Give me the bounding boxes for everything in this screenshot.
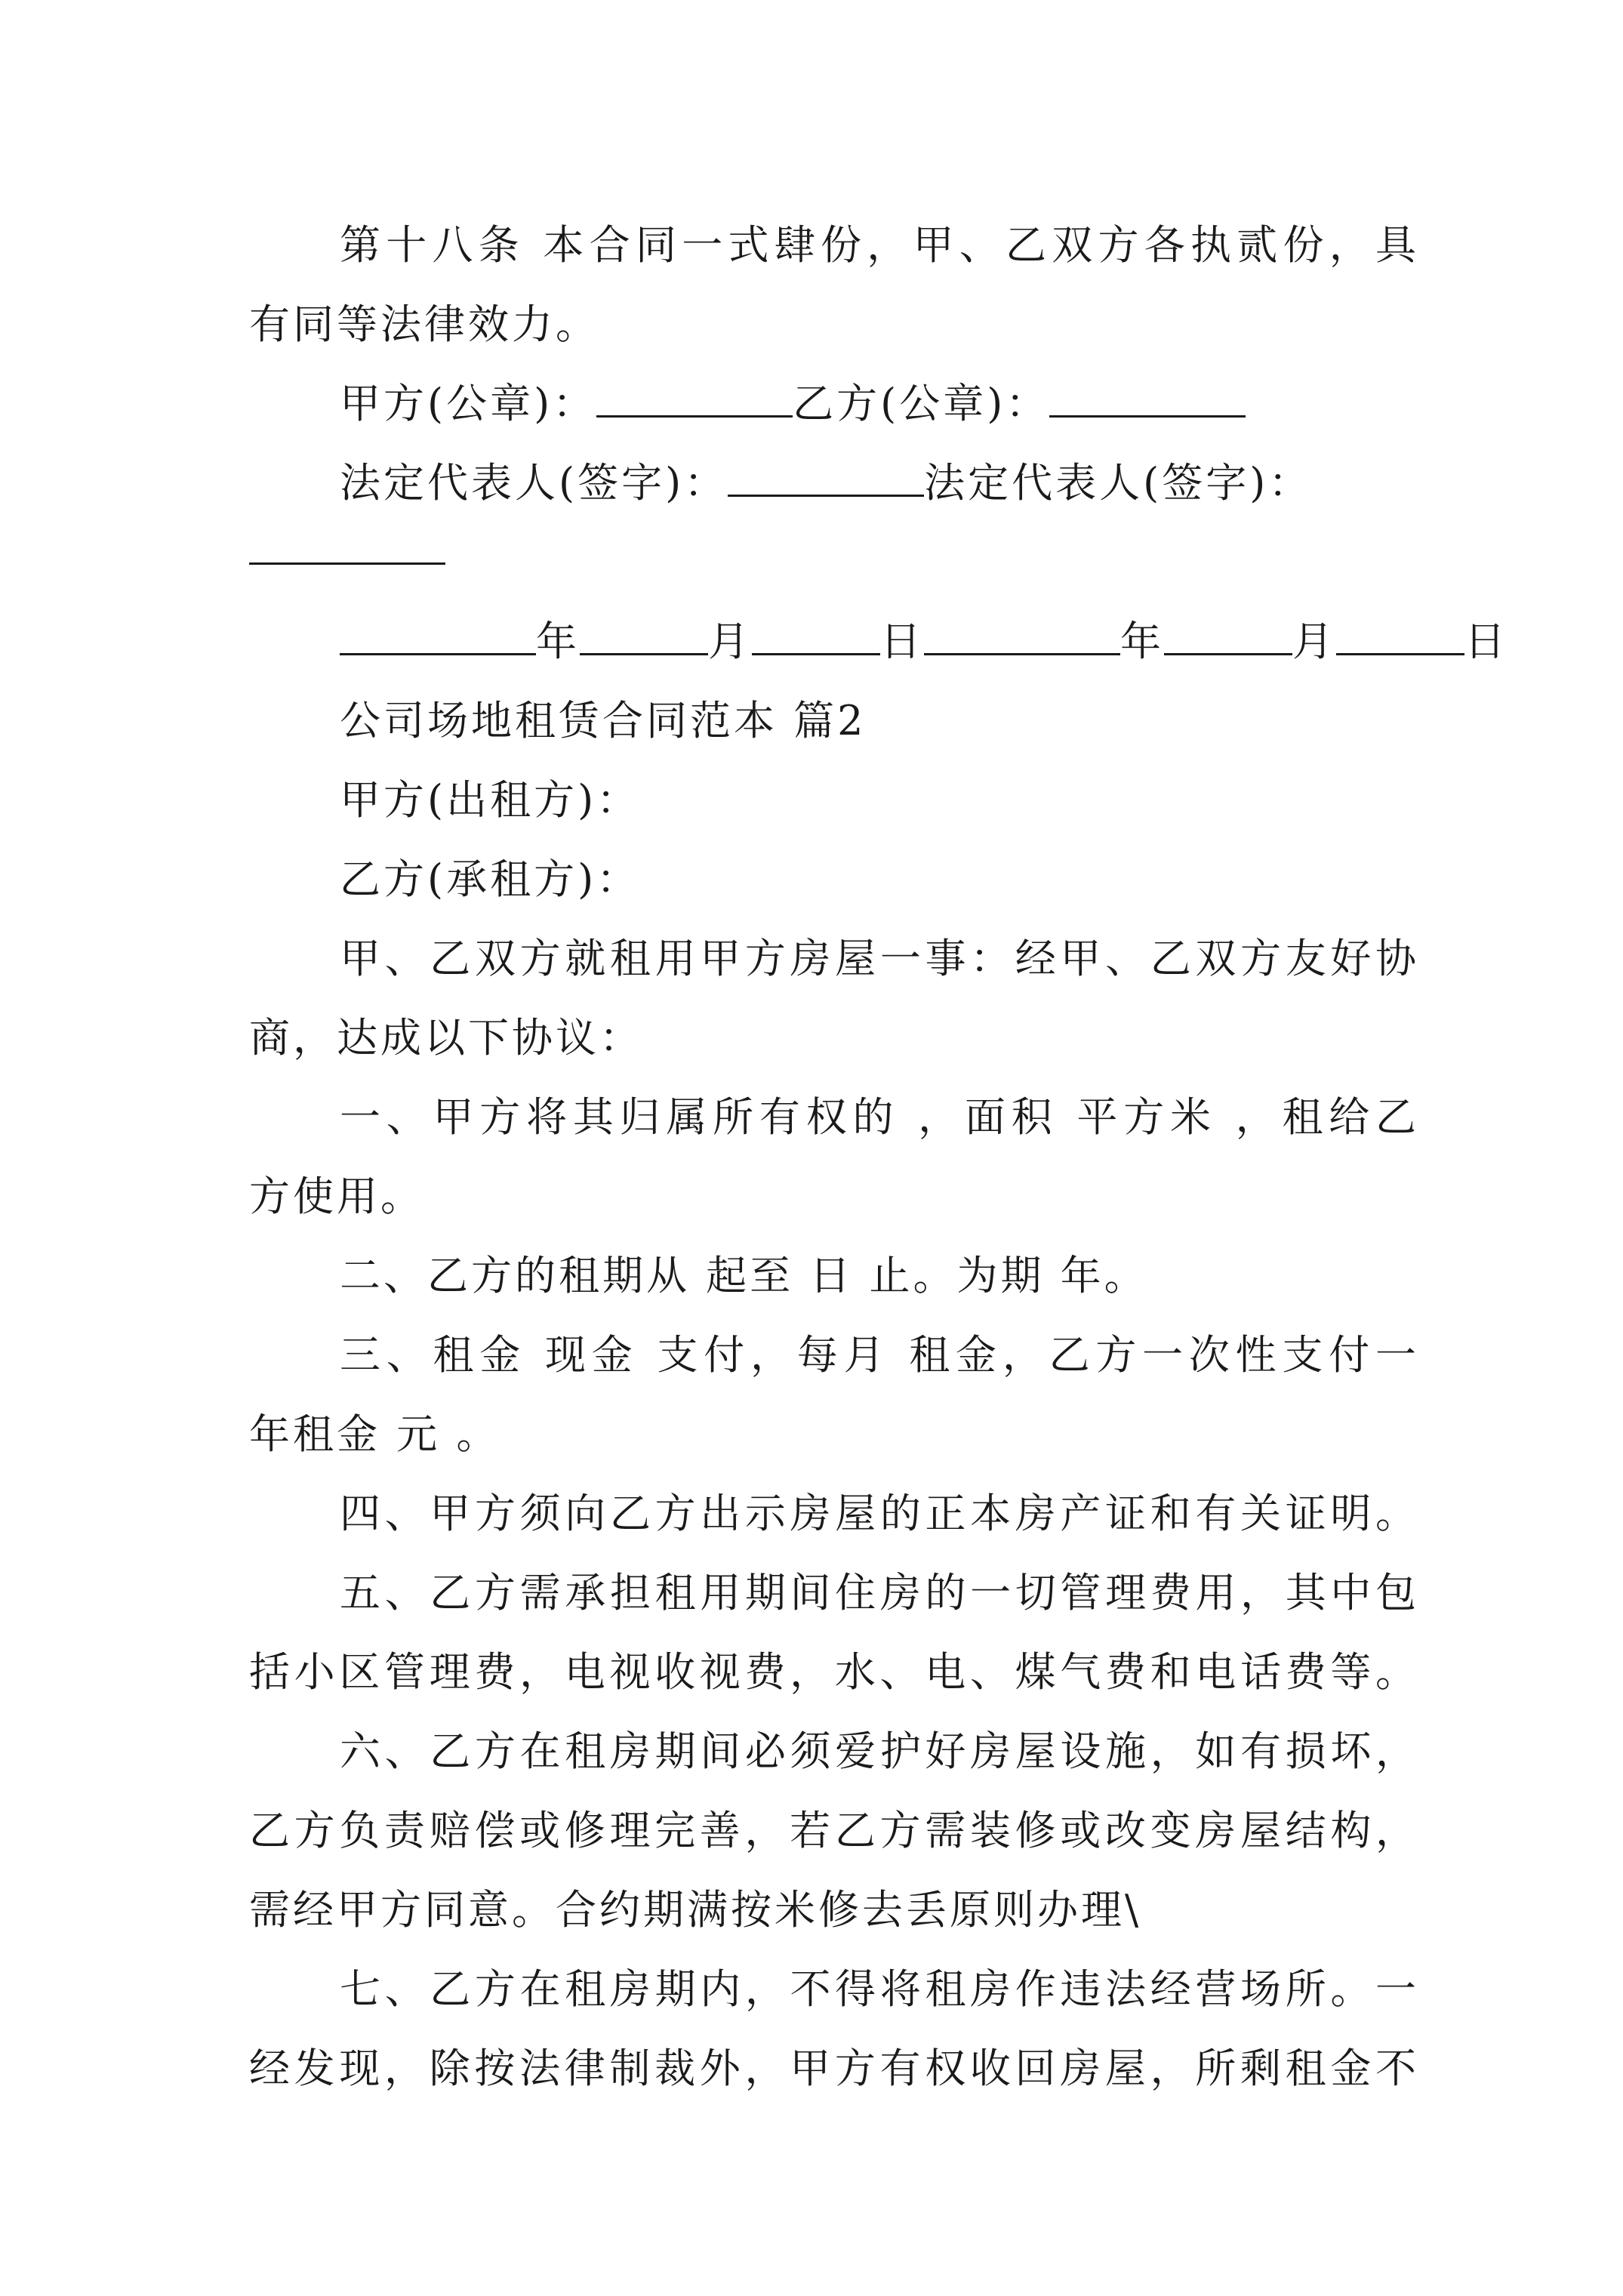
text-line: 需经甲方同意。合约期满按米修去丢原则办理\ [249, 1886, 1142, 1934]
text-line: 方使用。 [249, 1173, 424, 1220]
day-label: 日 [880, 618, 924, 665]
clause-5: 五、乙方需承担租用期间住房的一切管理费用，其中包 [340, 1569, 1419, 1616]
party-b-seal-blank [1049, 378, 1246, 418]
party-b-seal-label: 乙方(公章)： [793, 380, 1050, 427]
clause-3: 三、租金 现金 支付，每月 租金，乙方一次性支付一 [340, 1331, 1419, 1379]
text-line: 年租金 元 。 [249, 1410, 500, 1458]
clause-6: 六、乙方在租房期间必须爱护好房屋设施，如有损坏， [340, 1727, 1419, 1775]
text-line: 有同等法律效力。 [249, 300, 599, 348]
day-blank [752, 615, 880, 655]
seal-line [340, 378, 1419, 430]
text-line: 括小区管理费，电视收视费，水、电、煤气费和电话费等。 [249, 1648, 1419, 1696]
month-blank [580, 615, 708, 655]
party-a-representative-blank [728, 457, 924, 497]
party-b-representative-label: 法定代表人(签字)： [924, 459, 1313, 507]
day-label: 日 [1464, 618, 1508, 665]
party-a-seal-label: 甲方(公章)： [340, 380, 597, 427]
month-label: 月 [1292, 618, 1336, 665]
clause-2: 二、乙方的租期从 起至 日 止。为期 年。 [340, 1252, 1148, 1299]
text-line: 第十八条 本合同一式肆份，甲、乙双方各执贰份，具 [340, 221, 1419, 269]
party-a-representative-label: 法定代表人(签字)： [340, 459, 728, 507]
year-blank [340, 615, 536, 655]
year-label: 年 [536, 618, 580, 665]
section-title: 公司场地租赁合同范本 篇2 [340, 697, 867, 744]
date-line [340, 615, 1508, 668]
month-label: 月 [708, 618, 752, 665]
text-line: 经发现，除按法律制裁外，甲方有权收回房屋，所剩租金不 [249, 2045, 1419, 2092]
representative-line [340, 457, 1419, 510]
party-a-label: 甲方(出租方)： [340, 776, 641, 824]
year-label: 年 [1120, 618, 1164, 665]
clause-7: 七、乙方在租房期内，不得将租房作违法经营场所。一 [340, 1965, 1419, 2013]
day-blank [1336, 615, 1464, 655]
text-line: 甲、乙双方就租用甲方房屋一事：经甲、乙双方友好协 [340, 935, 1419, 982]
text-line: 商，达成以下协议： [249, 1014, 643, 1062]
month-blank [1164, 615, 1292, 655]
party-b-representative-blank [249, 562, 445, 565]
text-line: 乙方负责赔偿或修理完善，若乙方需装修或改变房屋结构， [249, 1807, 1419, 1854]
year-blank [924, 615, 1120, 655]
clause-4: 四、甲方须向乙方出示房屋的正本房产证和有关证明。 [340, 1490, 1419, 1537]
party-a-seal-blank [596, 378, 793, 418]
party-b-label: 乙方(承租方)： [340, 855, 641, 903]
clause-1: 一、甲方将其归属所有权的 ，面积 平方米 ，租给乙 [340, 1093, 1419, 1141]
